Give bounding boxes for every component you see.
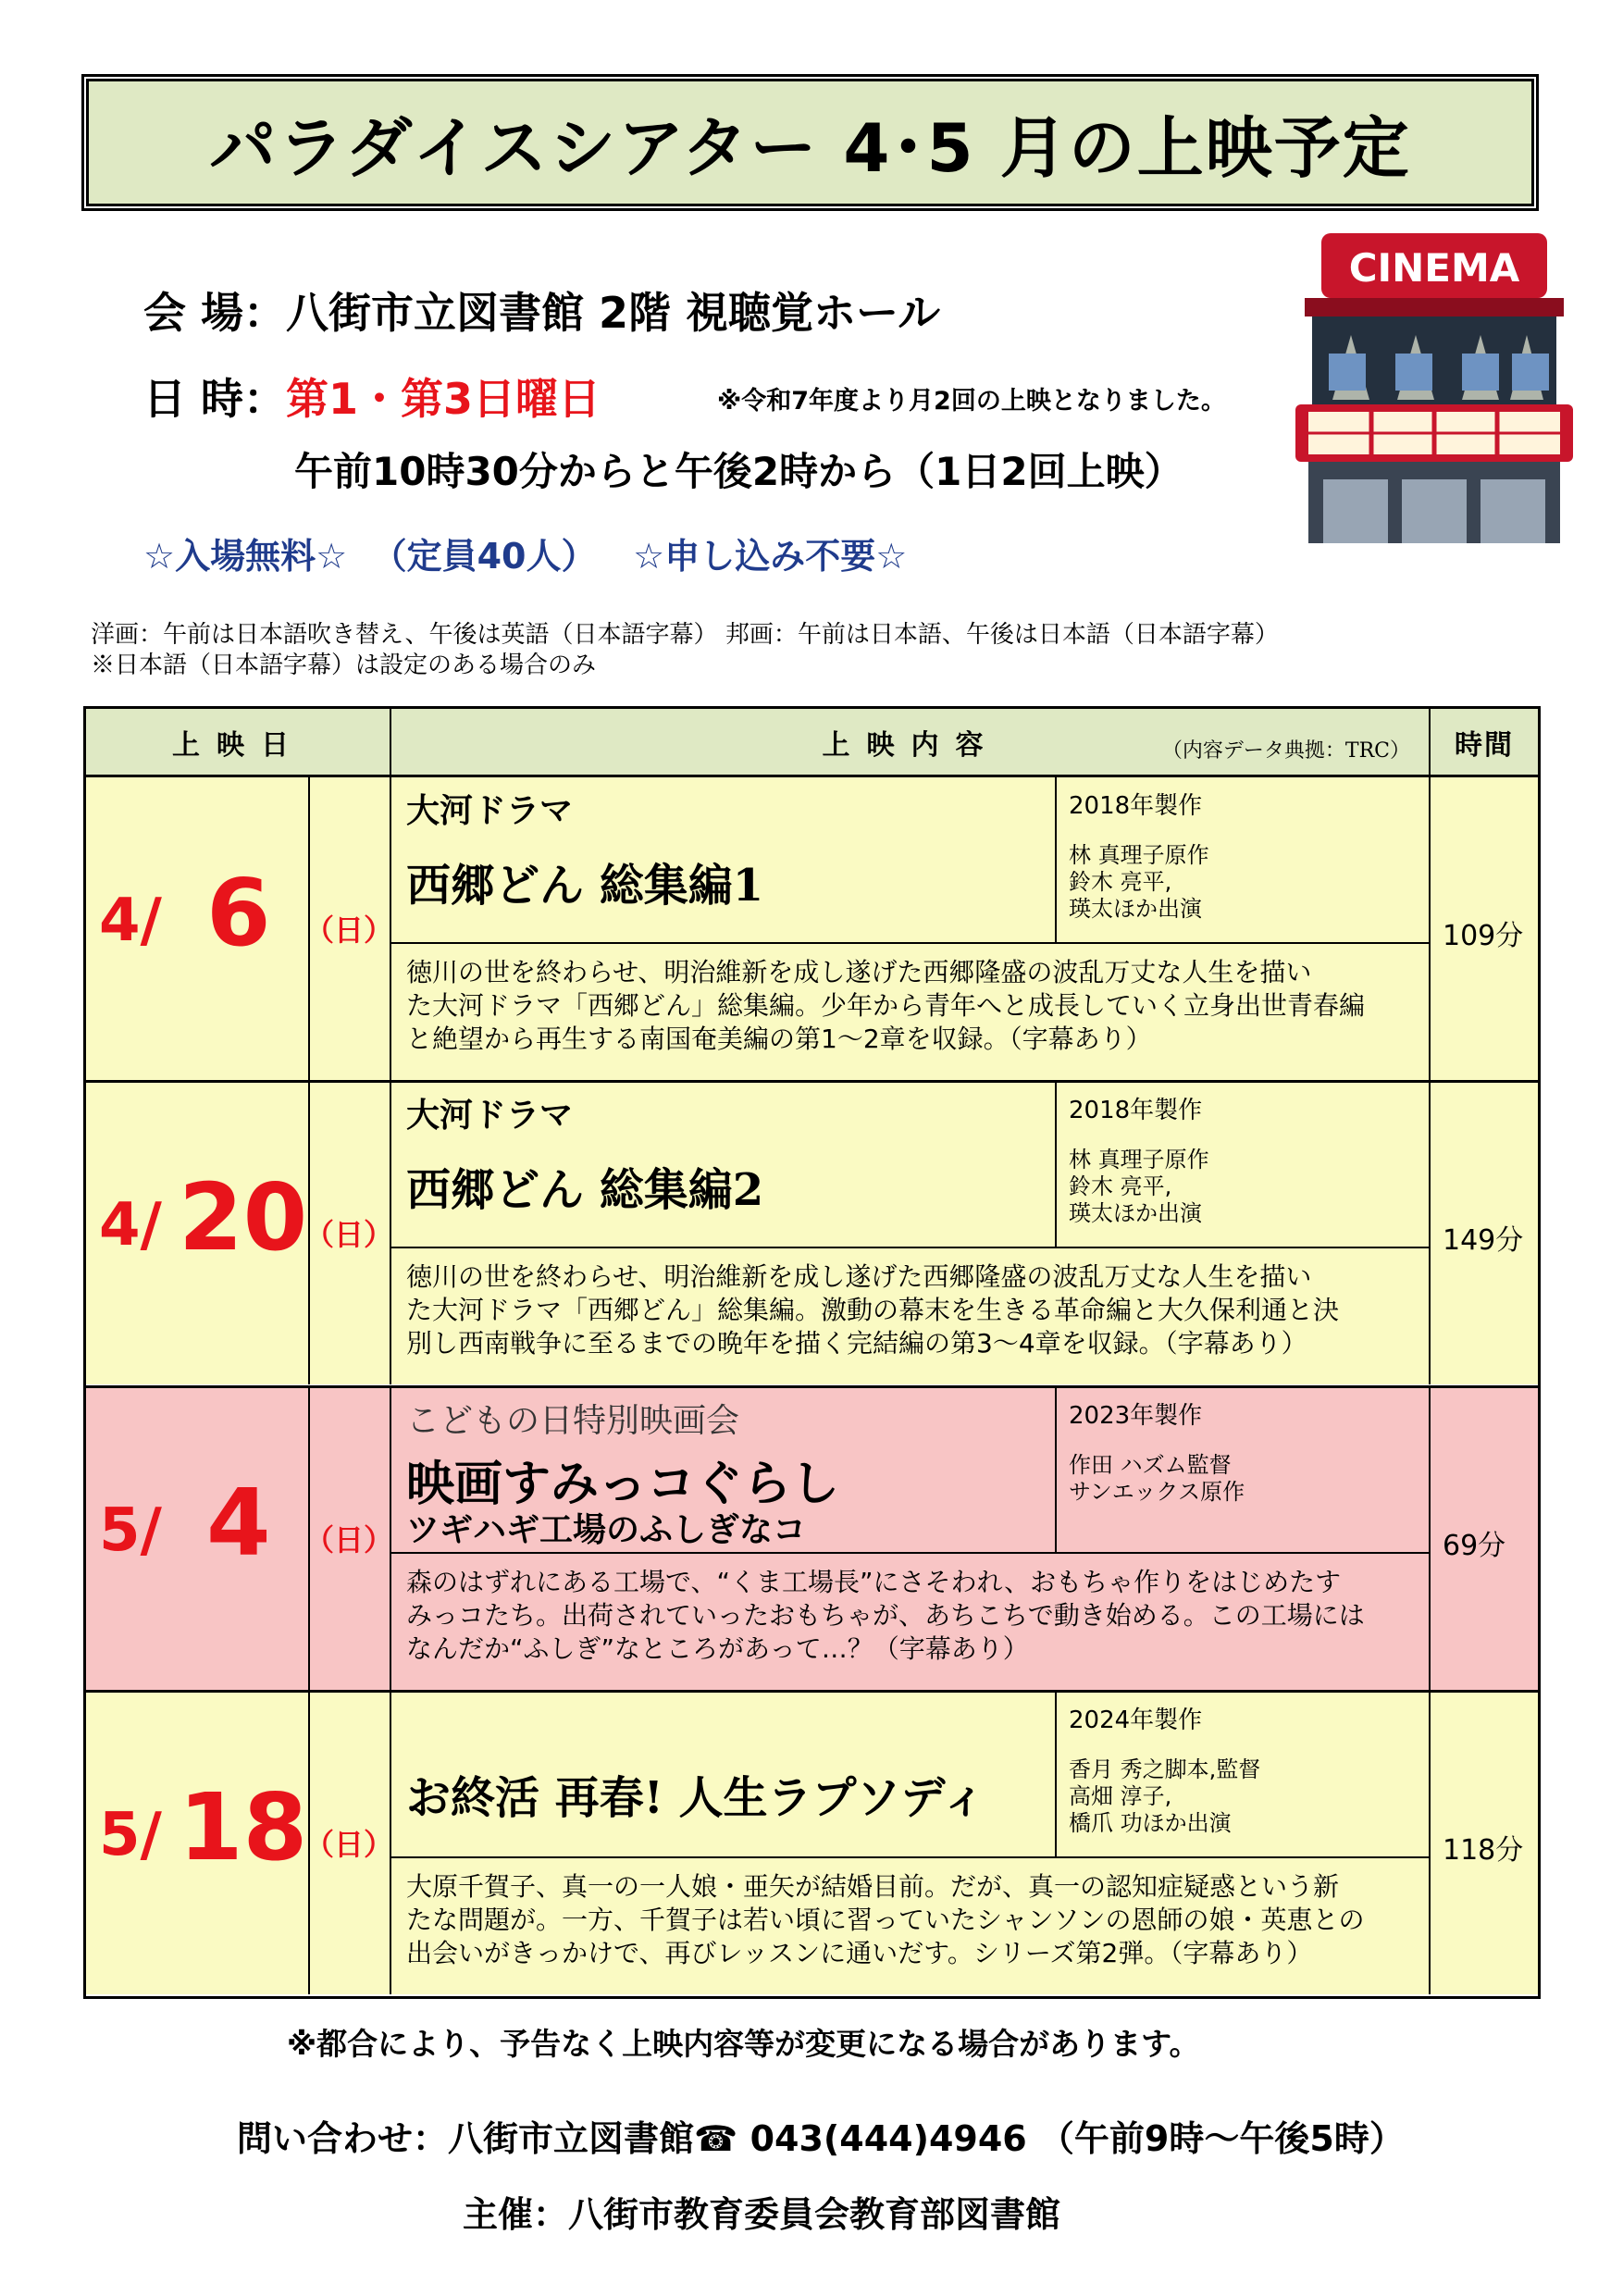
weekday-label: （日） [304, 1522, 394, 1558]
date-month: 5/ [99, 1496, 162, 1565]
date-day: 6 [206, 859, 271, 967]
header-content-label: 上映内容 [822, 728, 1000, 762]
schedule-row [86, 1387, 1538, 1690]
datetime-line [143, 366, 601, 427]
header-source: （内容データ典拠：TRC） [1161, 739, 1410, 763]
change-notice: ※都合により、予告なく上映内容等が変更になる場合があります。 [287, 2026, 1200, 2062]
credit-line: 瑛太ほか出演 [1069, 1200, 1202, 1226]
schedule-row [86, 1082, 1538, 1384]
header-date: 上映日 [86, 709, 391, 777]
credit-line: 林 真理子原作 [1069, 1147, 1209, 1173]
credit-line: 林 真理子原作 [1069, 842, 1209, 868]
description-line: 別し西南戦争に至るまでの晩年を描く完結編の第3～4章を収録。（字幕あり） [406, 1328, 1307, 1359]
weekday-label: （日） [304, 912, 394, 948]
running-time: 69分 [1443, 1530, 1506, 1562]
production-year: 2023年製作 [1069, 1402, 1203, 1430]
running-time: 118分 [1443, 1834, 1524, 1867]
production-year: 2024年製作 [1069, 1706, 1203, 1734]
credit-line: 香月 秀之脚本,監督 [1069, 1756, 1261, 1782]
film-subtitle: ツギハギ工場のふしぎなコ [406, 1511, 807, 1549]
admission-line: ☆入場無料☆ （定員40人） ☆申し込み不要☆ [143, 536, 908, 577]
series-label: 大河ドラマ [406, 1097, 574, 1135]
date-day: 18 [179, 1773, 308, 1881]
cinema-sign-text: CINEMA [1348, 245, 1520, 291]
description-line: 出会いがきっかけで、再びレッスンに通いだす。シリーズ第2弾。（字幕あり） [406, 1938, 1313, 1968]
credit-line: 橋爪 功ほか出演 [1069, 1810, 1232, 1836]
date-day: 4 [206, 1469, 271, 1577]
weekday-label: （日） [304, 1217, 394, 1252]
schedule-row [86, 777, 1538, 1080]
schedule-table [83, 706, 1541, 1999]
venue-label: 会 場： [143, 288, 287, 338]
venue-value: 八街市立図書館 2階 視聴覚ホール [286, 288, 941, 338]
date-month: 4/ [99, 887, 162, 955]
credit-line: 鈴木 亮平, [1069, 1173, 1172, 1199]
datetime-note: ※令和7年度より月2回の上映となりました。 [717, 387, 1226, 416]
credit-line: サンエックス原作 [1069, 1479, 1245, 1505]
language-note: 洋画：午前は日本語吹き替え、午後は英語（日本語字幕） 邦画：午前は日本語、午後は日本語（日本語字幕） [91, 621, 1279, 649]
production-year: 2018年製作 [1069, 1097, 1203, 1124]
date-day: 20 [179, 1163, 308, 1272]
date-month: 5/ [99, 1801, 162, 1869]
description-line: なんだか“ふしぎ”なところがあって…？（字幕あり） [406, 1633, 1029, 1664]
film-title: 西郷どん 総集編1 [406, 860, 764, 912]
description-line: た大河ドラマ「西郷どん」総集編。少年から青年へと成長していく立身出世青春編 [406, 990, 1366, 1021]
title-banner [81, 74, 1539, 211]
running-time: 149分 [1443, 1224, 1524, 1257]
film-title: 映画すみっコぐらし [406, 1457, 840, 1512]
description-line: たな問題が。一方、千賀子は若い頃に習っていたシャンソンの恩師の娘・英恵との [406, 1905, 1365, 1935]
header-time: 時間 [1431, 709, 1538, 777]
datetime-value: 第1・第3日曜日 [286, 374, 601, 424]
page-title: パラダイスシアター 4･5 月の上映予定 [209, 109, 1411, 187]
header-content [391, 709, 1431, 777]
cinema-building-icon [1295, 233, 1573, 543]
venue-line [143, 279, 940, 341]
description-line: みっコたち。出荷されていったおもちゃが、あちこちで動き始める。この工場には [406, 1600, 1365, 1631]
subtitle-note: ※日本語（日本語字幕）は設定のある場合のみ [91, 652, 597, 679]
film-title: 西郷どん 総集編2 [406, 1164, 764, 1216]
contact-line: 問い合わせ：八街市立図書館☎ 043(444)4946 （午前9時～午後5時） [237, 2118, 1405, 2159]
organizer-line: 主催：八街市教育委員会教育部図書館 [463, 2194, 1061, 2235]
showtimes: 午前10時30分からと午後2時から（1日2回上映） [294, 449, 1183, 494]
credit-line: 作田 ハズム監督 [1069, 1452, 1232, 1478]
date-month: 4/ [99, 1191, 162, 1260]
description-line: 大原千賀子、真一の一人娘・亜矢が結婚目前。だが、真一の認知症疑惑という新 [406, 1871, 1340, 1902]
description-line: 徳川の世を終わらせ、明治維新を成し遂げた西郷隆盛の波乱万丈な人生を描い [406, 1261, 1312, 1292]
series-label: 大河ドラマ [406, 792, 574, 830]
credit-line: 鈴木 亮平, [1069, 869, 1172, 895]
datetime-label: 日 時： [143, 374, 287, 424]
schedule-row [86, 1692, 1538, 1994]
description-line: と絶望から再生する南国奄美編の第1～2章を収録。（字幕あり） [406, 1024, 1152, 1054]
credit-line: 高畑 淳子, [1069, 1783, 1172, 1809]
description-line: 徳川の世を終わらせ、明治維新を成し遂げた西郷隆盛の波乱万丈な人生を描い [406, 957, 1312, 987]
description-line: た大河ドラマ「西郷どん」総集編。激動の幕末を生きる革命編と大久保利通と決 [406, 1295, 1340, 1325]
description-line: 森のはずれにある工場で、“くま工場長”にさそわれ、おもちゃ作りをはじめたす [406, 1567, 1342, 1597]
running-time: 109分 [1443, 920, 1524, 952]
weekday-label: （日） [304, 1827, 394, 1862]
production-year: 2018年製作 [1069, 792, 1203, 820]
film-title: お終活 再春! 人生ラプソディ [406, 1772, 986, 1824]
series-label: こどもの日特別映画会 [406, 1402, 740, 1440]
credit-line: 瑛太ほか出演 [1069, 896, 1202, 922]
